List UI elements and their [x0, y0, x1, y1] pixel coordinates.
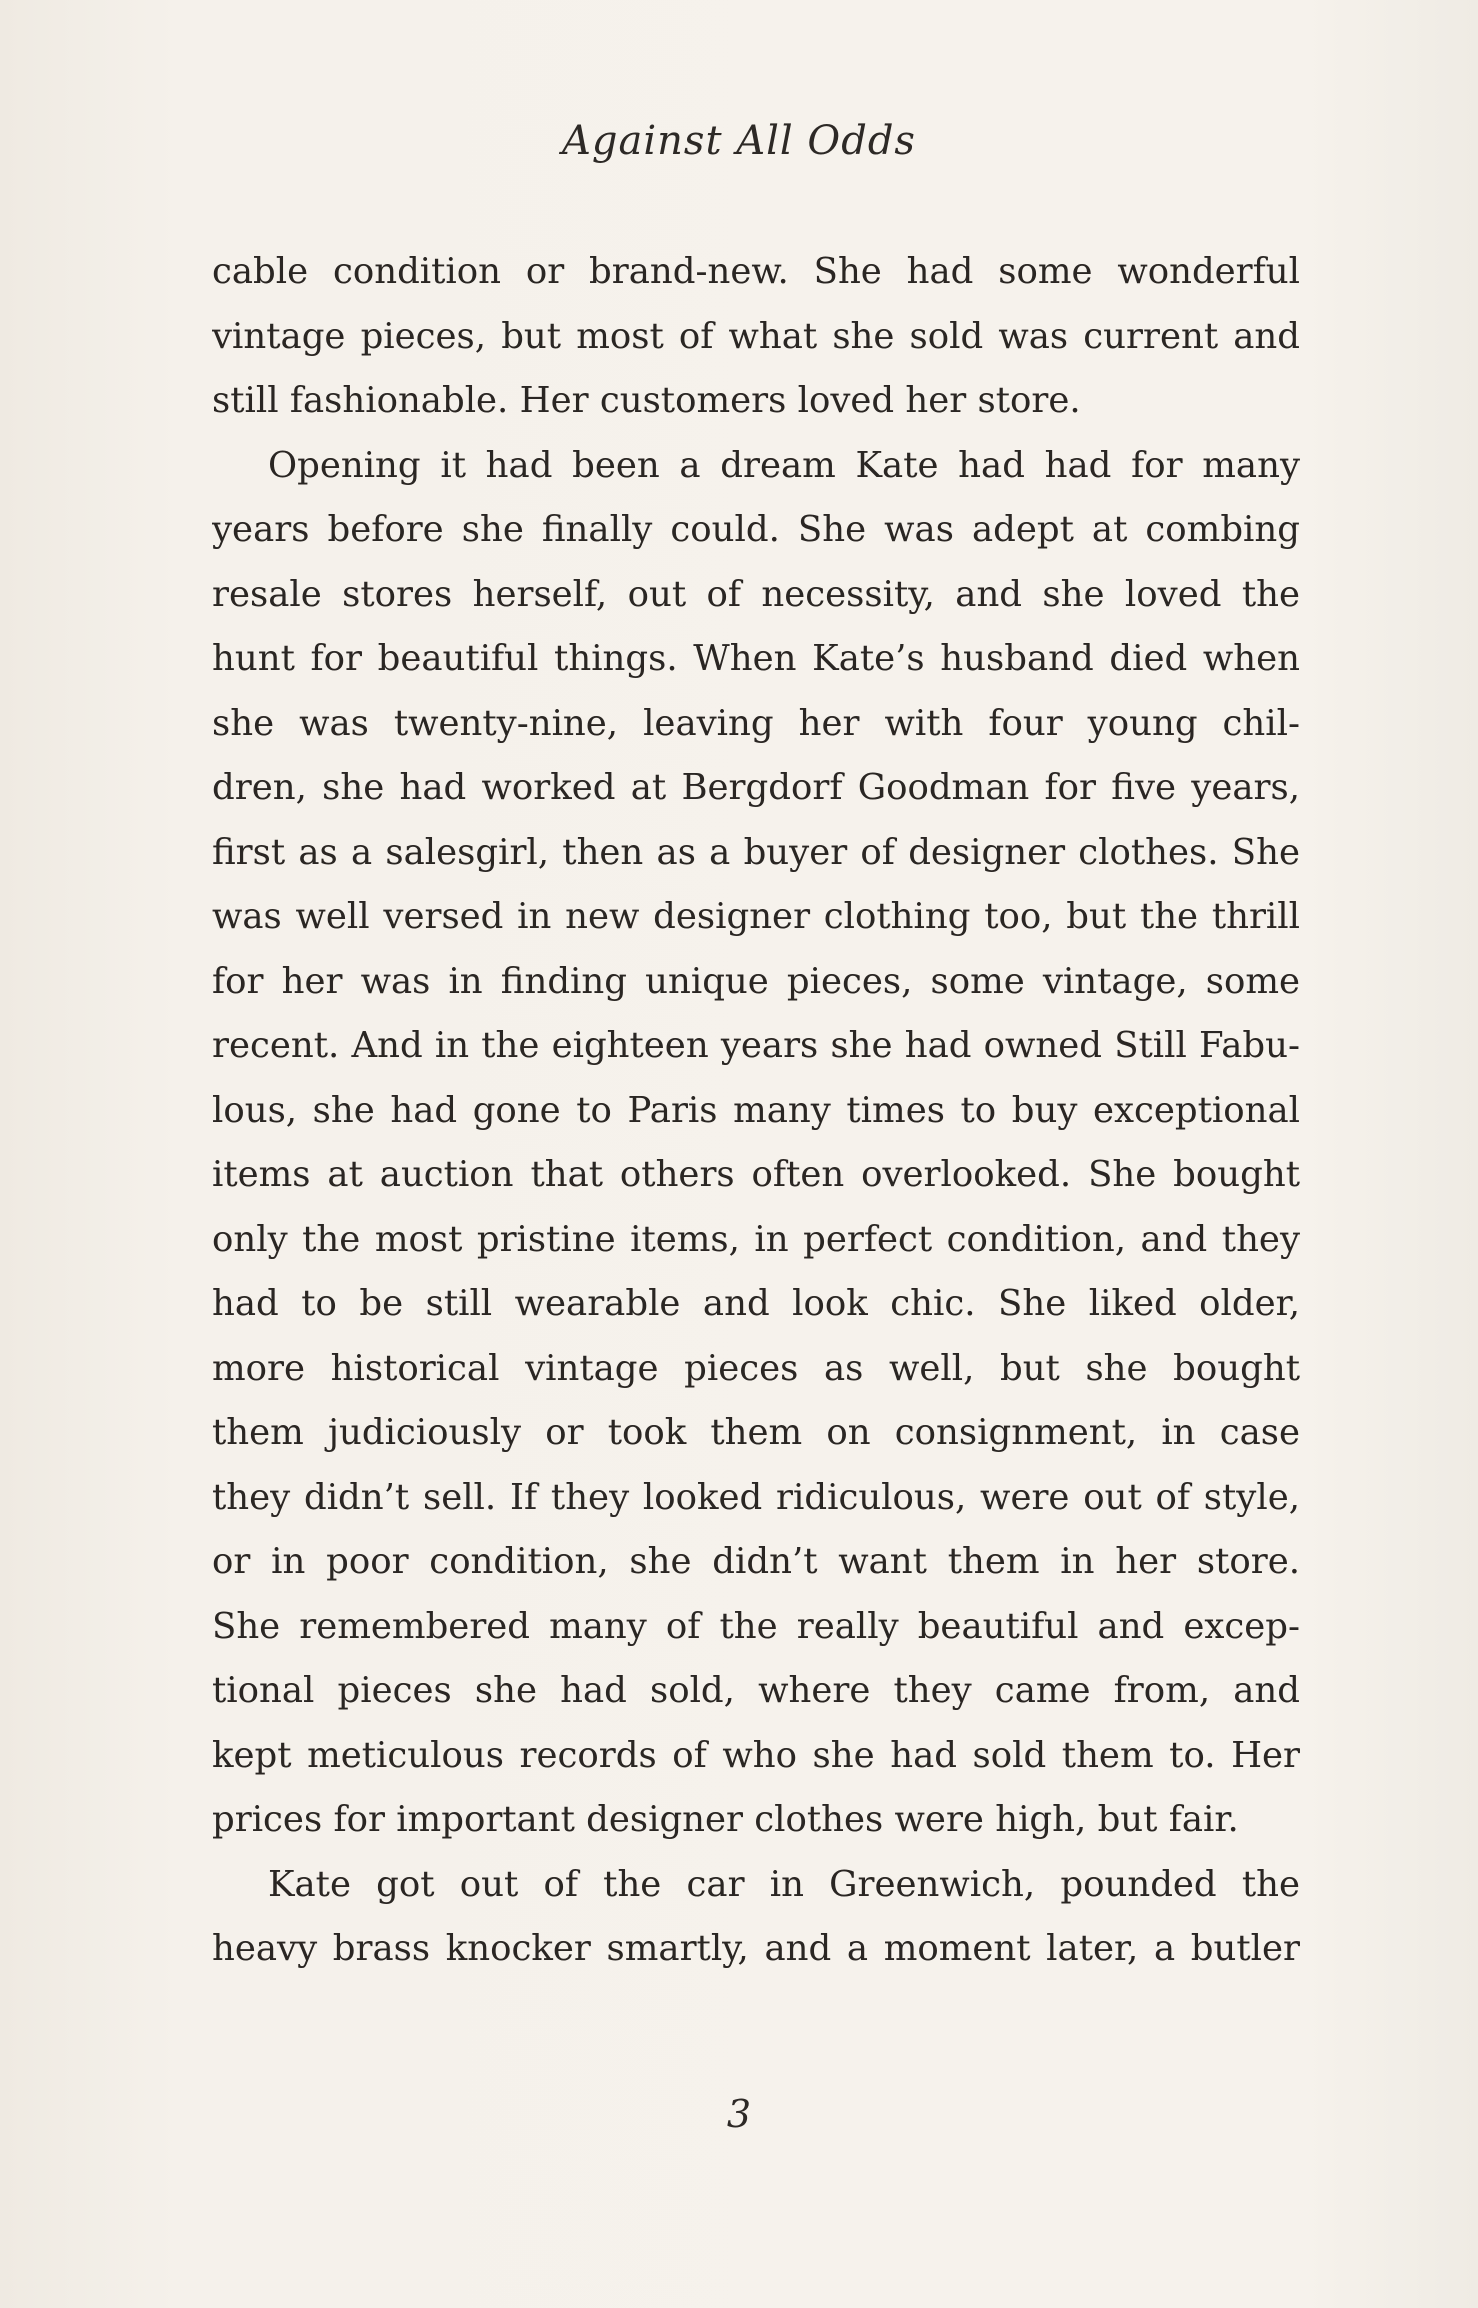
text-line: still fashionable. Her customers loved her store.: [212, 380, 1081, 421]
text-line: or in poor condition, she didn’t want them in her store.: [212, 1541, 1300, 1582]
text-line: Opening it had been a dream Kate had had for many: [268, 444, 1300, 486]
text-line: vintage pieces, but most of what she sold was current and: [212, 315, 1300, 357]
text-line: they didn’t sell. If they looked ridiculous, were out of style,: [212, 1476, 1300, 1518]
text-line: Kate got out of the car in Greenwich, pounded the: [268, 1863, 1300, 1905]
text-line: kept meticulous records of who she had sold them to. Her: [212, 1734, 1300, 1776]
body-text: [212, 240, 1300, 1982]
text-line: tional pieces she had sold, where they came from, and: [212, 1670, 1300, 1711]
text-line: more historical vintage pieces as well, but she bought: [212, 1347, 1300, 1389]
text-line: she was twenty-nine, leaving her with four young chil-: [212, 702, 1300, 744]
text-line: dren, she had worked at Bergdorf Goodman for five years,: [212, 767, 1300, 808]
text-line: had to be still wearable and look chic. She liked older,: [212, 1283, 1300, 1324]
text-line: heavy brass knocker smartly, and a moment later, a butler: [212, 1928, 1300, 1969]
text-line: recent. And in the eighteen years she had owned Still Fabu-: [212, 1025, 1300, 1066]
text-line: prices for important designer clothes were high, but fair.: [212, 1799, 1239, 1840]
page-number: 3: [726, 2092, 752, 2136]
text-line: was well versed in new designer clothing too, but the thrill: [212, 896, 1300, 937]
text-line: first as a salesgirl, then as a buyer of designer clothes. She: [212, 831, 1300, 873]
text-line: lous, she had gone to Paris many times to buy exceptional: [212, 1089, 1300, 1131]
text-line: resale stores herself, out of necessity, and she loved the: [212, 573, 1300, 615]
text-line: hunt for beautiful things. When Kate’s husband died when: [212, 638, 1300, 679]
text-line: She remembered many of the really beautiful and excep-: [212, 1605, 1300, 1647]
text-line: years before she finally could. She was adept at combing: [212, 509, 1300, 550]
text-line: for her was in finding unique pieces, some vintage, some: [212, 960, 1300, 1002]
text-line: items at auction that others often overlooked. She bought: [212, 1154, 1300, 1195]
text-line: cable condition or brand-new. She had some wonderful: [212, 251, 1300, 292]
text-line: only the most pristine items, in perfect condition, and they: [212, 1218, 1300, 1260]
running-head: Against All Odds: [562, 118, 916, 164]
text-line: them judiciously or took them on consignment, in case: [212, 1412, 1300, 1453]
